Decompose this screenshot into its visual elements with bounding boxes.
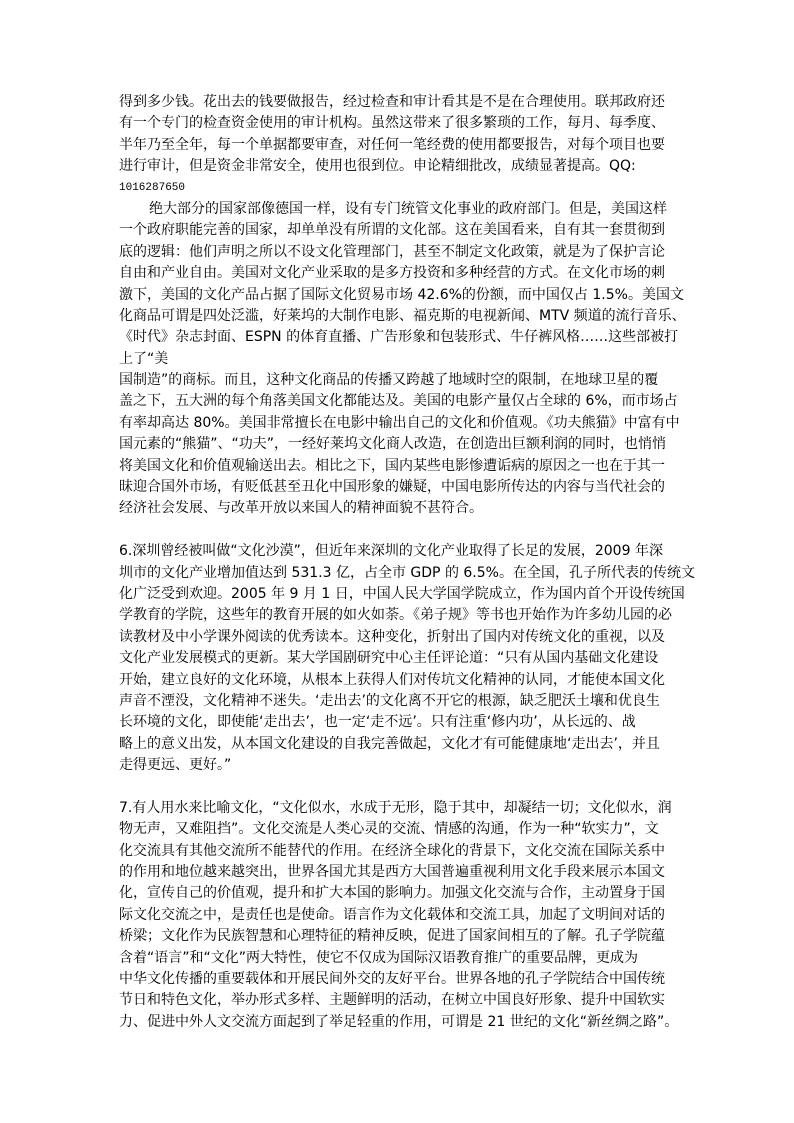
- text-line: 激下，美国的文化产品占据了国际文化贸易市场 42.6%的份额，而中国仅占 1.5%。美国文: [119, 286, 684, 303]
- paragraph-gap: [119, 520, 675, 541]
- text-line: 文化产业发展模式的更新。某大学国剧研究中心主任评论道：“只有从国内基础文化建设: [119, 650, 659, 667]
- paragraph-us-culture: [119, 199, 686, 520]
- paragraph-item-7: [119, 798, 679, 1033]
- text-line: 声音不湮没，文化精神不迷失。‘走出去’的文化离不开它的根源，缺乏肥沃土壤和优良生: [119, 692, 660, 709]
- paragraph-gap: [119, 777, 675, 798]
- text-line: 得到多少钱。花出去的钱要做报告，经过检查和审计看其是不是在合理使用。联邦政府还: [119, 94, 665, 110]
- text-line: 略上的意义出发，从本国文化建设的自我完善做起，文化才有可能健康地‘走出去’，并且: [119, 735, 660, 752]
- text-line: 化商品可谓是四处泛滥，好莱坞的大制作电影、福克斯的电视新闻、MTV 频道的流行音乐、: [119, 307, 686, 324]
- text-line: 桥梁；文化作为民族智慧和心理特征的精神反映，促进了国家间相互的了解。孔子学院蕴: [119, 928, 665, 945]
- paragraph-item-6: [119, 541, 695, 776]
- paragraph-audit: [119, 92, 675, 199]
- text-line: 力、促进中外人文交流方面起到了举足轻重的作用，可谓是 21 世纪的文化“新丝绸之路”。: [119, 1013, 679, 1030]
- text-line: 化交流具有其他交流所不能替代的作用。在经济全球化的背景下，文化交流在国际关系中: [119, 842, 665, 859]
- text-line: 自由和产业自由。美国对文化产业采取的是多方投资和多种经营的方式。在文化市场的刺: [119, 265, 665, 282]
- text-line: 昧迎合国外市场，有贬低甚至丑化中国形象的嫌疑，中国电影所传达的内容与当代社会的: [119, 479, 665, 496]
- text-line: 一个政府职能完善的国家，却单单没有所谓的文化部。这在美国看来，自有其一套贯彻到: [119, 222, 665, 239]
- text-line: 化，宣传自己的价值观，提升和扩大本国的影响力。加强文化交流与合作，主动置身于国: [119, 885, 665, 902]
- text-line: 学教育的学院，这些年的教育开展的如火如荼。《弟子规》等书也开始作为许多幼儿园的必: [119, 607, 672, 624]
- text-line: 7.有人用水来比喻文化，“文化似水，水成于无形，隐于其中，却凝结一切；文化似水，润: [119, 799, 672, 816]
- text-line: 化广泛受到欢迎。2005 年 9 月 1 日，中国人民大学国学院成立，作为国内首个开设传统国: [119, 585, 685, 602]
- text-line: 长环境的文化，即使能‘走出去’，也一定‘走不远’。只有注重‘修内功’，从长远的、战: [119, 714, 636, 731]
- text-line: 将美国文化和价值观输送出去。相比之下，国内某些电影惨遭诟病的原因之一也在于其一: [119, 457, 665, 474]
- text-line: 6.深圳曾经被叫做“文化沙漠”，但近年来深圳的文化产业取得了长足的发展，2009 年深: [119, 543, 663, 560]
- text-line: 有一个专门的检查资金使用的审计机构。虽然这带来了很多繁琐的工作，每月、每季度、: [119, 115, 665, 132]
- text-line: 半年乃至全年，每一个单据都要审查，对任何一笔经费的使用都要报告，对每个项目也要: [119, 136, 665, 153]
- text-line: 《时代》杂志封面、ESPN 的体育直播、广告形象和包装形式、牛仔裤风格……这些部被打: [119, 329, 679, 346]
- text-line: 含着“语言”和“文化”两大特性，使它不仅成为国际汉语教育推广的重要品牌，更成为: [119, 949, 639, 966]
- text-line: 进行审计，但是资金非常安全，使用也很到位。申论精细批改，成绩显著提高。QQ:: [119, 158, 636, 175]
- text-line: 读教材及中小学课外阅读的优秀读本。这种变化，折射出了国内对传统文化的重视，以及: [119, 628, 665, 645]
- text-line: 底的逻辑：他们声明之所以不设文化管理部门，甚至不制定文化政策，就是为了保护言论: [119, 243, 665, 260]
- text-line: 盖之下，五大洲的每个角落美国文化都能达及。美国的电影产量仅占全球的 6%，而市场占: [119, 393, 678, 410]
- qq-number: 1016287650: [119, 181, 186, 194]
- text-line: 有率却高达 80%。美国非常擅长在电影中输出自己的文化和价值观。《功夫熊猫》中富有中: [119, 414, 680, 431]
- text-line: 际文化交流之中，是责任也是使命。语言作为文化载体和交流工具，加起了文明间对话的: [119, 906, 665, 923]
- text-line: 绝大部分的国家部像德国一样，设有专门统管文化事业的政府部门。但是，美国这样: [149, 200, 667, 217]
- text-line: 开始，建立良好的文化环境，从根本上获得人们对传坑文化精神的认同，才能使本国文化: [119, 671, 665, 688]
- text-line: 物无声，又难阻挡”。文化交流是人类心灵的交流、情感的沟通，作为一种“软实力”，文: [119, 821, 659, 838]
- text-line: 走得更远、更好。”: [119, 757, 232, 774]
- text-line: 经济社会发展、与改革开放以来国人的精神面貌不甚符合。: [119, 500, 483, 517]
- text-line: 中华文化传播的重要载体和开展民间外交的友好平台。世界各地的孔子学院结合中国传统: [119, 971, 665, 988]
- text-line: 圳市的文化产业增加值达到 531.3 亿，占全市 GDP 的 6.5%。在全国，孔子所代表的传统文: [119, 564, 695, 581]
- text-line: 上了“美: [119, 350, 169, 367]
- document-page: [119, 92, 695, 1033]
- text-line: 节日和特色文化，举办形式多样、主题鲜明的活动，在树立中国良好形象、提升中国软实: [119, 992, 665, 1009]
- text-line: 的作用和地位越来越突出，世界各国尤其是西方大国普遍重视利用文化手段来展示本国文: [119, 864, 665, 881]
- text-line: 国制造”的商标。而且，这种文化商品的传播又跨越了地域时空的限制，在地球卫星的覆: [119, 372, 659, 389]
- text-line: 国元素的“熊猫”、“功夫”，一经好莱坞文化商人改造，在创造出巨额利润的同时，也悄悄: [119, 436, 667, 453]
